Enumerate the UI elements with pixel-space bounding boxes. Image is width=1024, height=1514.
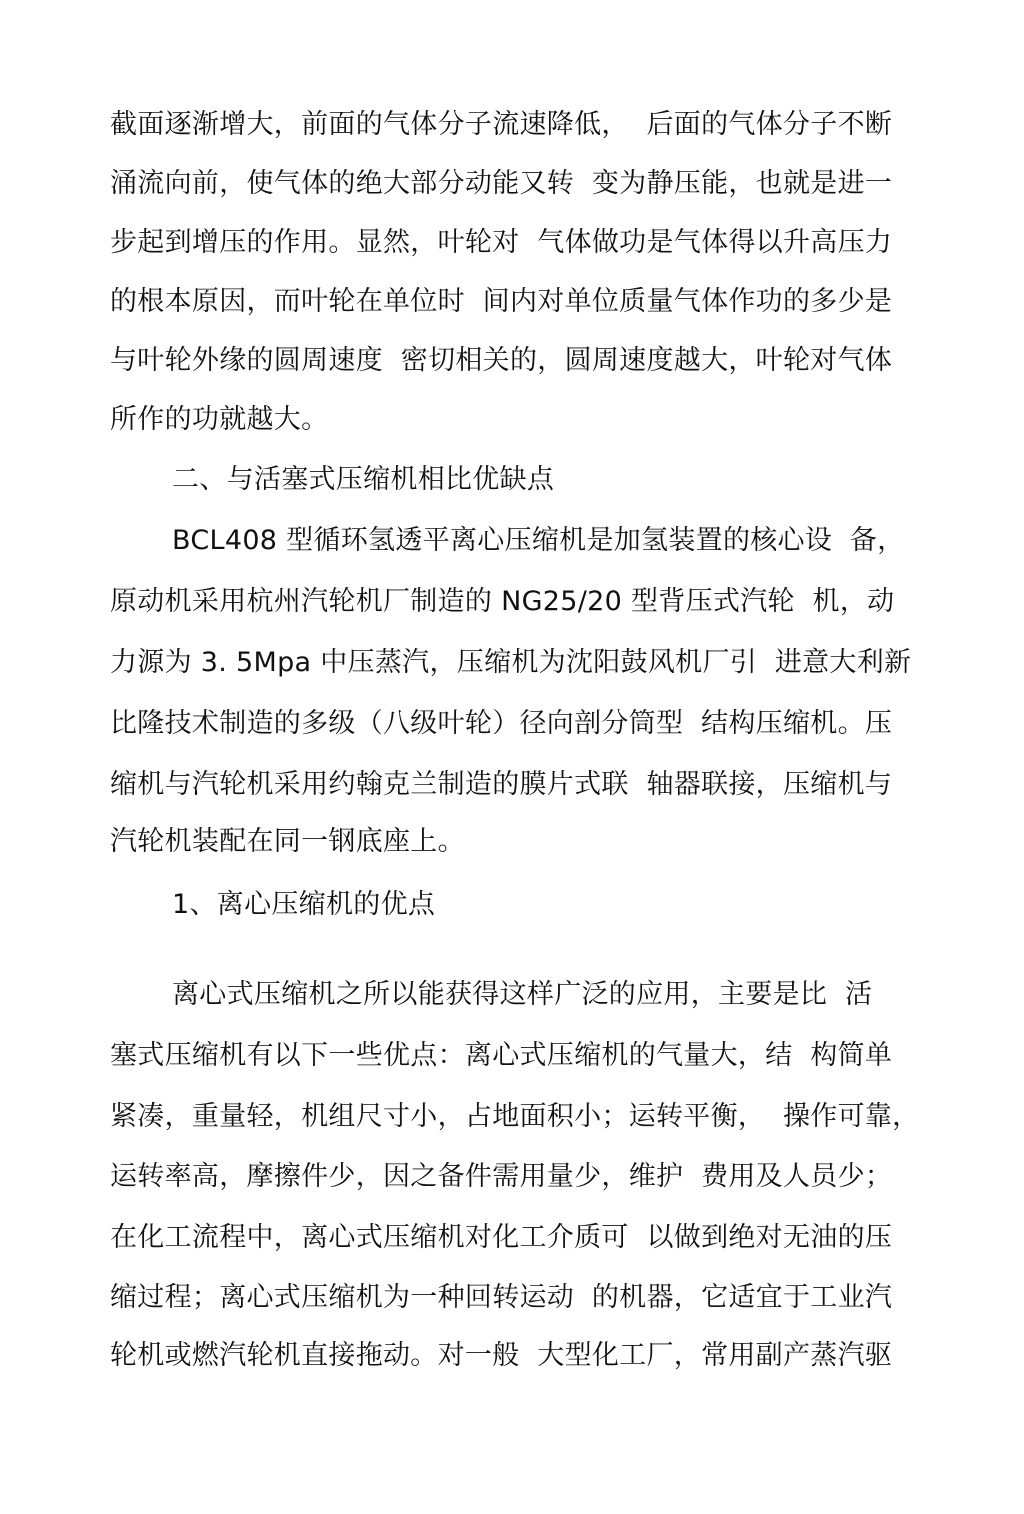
paragraph-line: 轮机或燃汽轮机直接拖动。对一般 大型化工厂，常用副产蒸汽驱 xyxy=(110,1340,893,1371)
paragraph-line: 离心式压缩机之所以能获得这样广泛的应用，主要是比 活 xyxy=(172,979,873,1010)
paragraph-line: 的根本原因，而叶轮在单位时 间内对单位质量气体作功的多少是 xyxy=(110,286,893,317)
paragraph-line: 比隆技术制造的多级（八级叶轮）径向剖分筒型 结构压缩机。压 xyxy=(110,708,893,739)
paragraph-line: 缩机与汽轮机采用约翰克兰制造的膜片式联 轴器联接，压缩机与 xyxy=(110,769,893,800)
subsection-heading: 1、离心压缩机的优点 xyxy=(172,889,436,920)
paragraph-line: 汽轮机装配在同一钢底座上。 xyxy=(110,826,465,857)
paragraph-line: 在化工流程中，离心式压缩机对化工介质可 以做到绝对无油的压 xyxy=(110,1222,893,1253)
paragraph-line: 涌流向前，使气体的绝大部分动能又转 变为静压能，也就是进一 xyxy=(110,168,893,199)
paragraph-line: BCL408 型循环氢透平离心压缩机是加氢装置的核心设 备， xyxy=(172,525,905,556)
paragraph-line: 运转率高，摩擦件少，因之备件需用量少，维护 费用及人员少； xyxy=(110,1161,893,1192)
paragraph-line: 截面逐渐增大，前面的气体分子流速降低， 后面的气体分子不断 xyxy=(110,109,893,140)
paragraph-line: 缩过程；离心式压缩机为一种回转运动 的机器，它适宜于工业汽 xyxy=(110,1282,893,1313)
paragraph-line: 与叶轮外缘的圆周速度 密切相关的，圆周速度越大，叶轮对气体 xyxy=(110,345,893,376)
paragraph-line: 所作的功就越大。 xyxy=(110,404,329,435)
paragraph-line: 步起到增压的作用。显然，叶轮对 气体做功是气体得以升高压力 xyxy=(110,227,893,258)
paragraph-line: 力源为 3. 5Mpa 中压蒸汽，压缩机为沈阳鼓风机厂引 进意大利新 xyxy=(110,647,912,678)
section-heading: 二、与活塞式压缩机相比优缺点 xyxy=(172,464,555,495)
paragraph-line: 紧凑，重量轻，机组尺寸小，占地面积小；运转平衡， 操作可靠， xyxy=(110,1101,920,1132)
paragraph-line: 原动机采用杭州汽轮机厂制造的 NG25/20 型背压式汽轮 机，动 xyxy=(110,586,895,617)
paragraph-line: 塞式压缩机有以下一些优点：离心式压缩机的气量大，结 构简单 xyxy=(110,1040,893,1071)
